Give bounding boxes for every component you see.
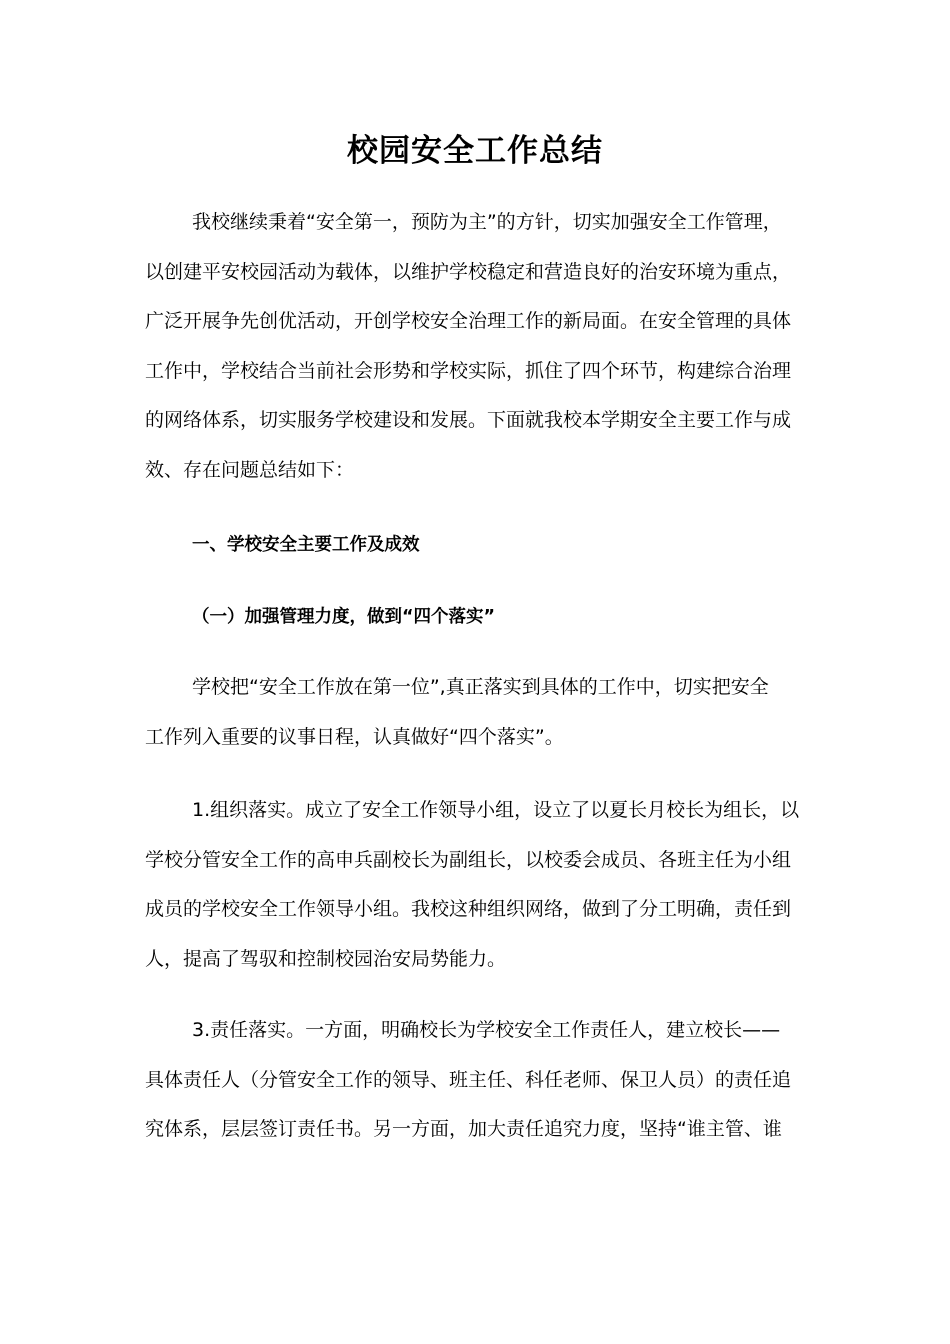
management-paragraph xyxy=(145,663,809,762)
organization-line-4: 人，提高了驾驭和控制校园治安局势能力。 xyxy=(145,947,507,970)
management-line-1: 学校把“安全工作放在第一位”,真正落实到具体的工作中，切实把安全 xyxy=(192,676,769,698)
intro-line-4: 工作中，学校结合当前社会形势和学校实际，抓住了四个环节，构建综合治理 xyxy=(145,359,792,382)
responsibility-line-1: 3.责任落实。一方面，明确校长为学校安全工作责任人，建立校长—— xyxy=(192,1019,781,1041)
organization-paragraph xyxy=(145,786,809,984)
responsibility-paragraph xyxy=(145,1006,809,1155)
intro-line-2: 以创建平安校园活动为载体，以维护学校稳定和营造良好的治安环境为重点， xyxy=(145,260,792,283)
intro-line-6: 效、存在问题总结如下： xyxy=(145,458,355,481)
intro-paragraph xyxy=(145,198,809,495)
intro-line-1: 我校继续秉着“安全第一，预防为主”的方针，切实加强安全工作管理， xyxy=(192,211,782,233)
responsibility-line-3: 究体系，层层签订责任书。另一方面，加大责任追究力度，坚持“谁主管、谁 xyxy=(145,1118,782,1140)
organization-line-2: 学校分管安全工作的高申兵副校长为副组长，以校委会成员、各班主任为小组 xyxy=(145,848,792,871)
document-title: 校园安全工作总结 xyxy=(347,133,603,169)
intro-line-5: 的网络体系，切实服务学校建设和发展。下面就我校本学期安全主要工作与成 xyxy=(145,409,792,431)
management-line-2: 工作列入重要的议事日程，认真做好“四个落实”。 xyxy=(145,725,564,748)
organization-line-3: 成员的学校安全工作领导小组。我校这种组织网络，做到了分工明确，责任到 xyxy=(145,898,792,920)
subsection-heading-1: （一）加强管理力度，做到“四个落实” xyxy=(192,607,496,627)
organization-line-1: 1.组织落实。成立了安全工作领导小组，设立了以夏长月校长为组长，以 xyxy=(192,799,800,821)
responsibility-line-2: 具体责任人（分管安全工作的领导、班主任、科任老师、保卫人员）的责任追 xyxy=(145,1068,792,1091)
section-heading-1: 一、学校安全主要工作及成效 xyxy=(192,535,420,555)
intro-line-3: 广泛开展争先创优活动，开创学校安全治理工作的新局面。在安全管理的具体 xyxy=(145,310,792,332)
